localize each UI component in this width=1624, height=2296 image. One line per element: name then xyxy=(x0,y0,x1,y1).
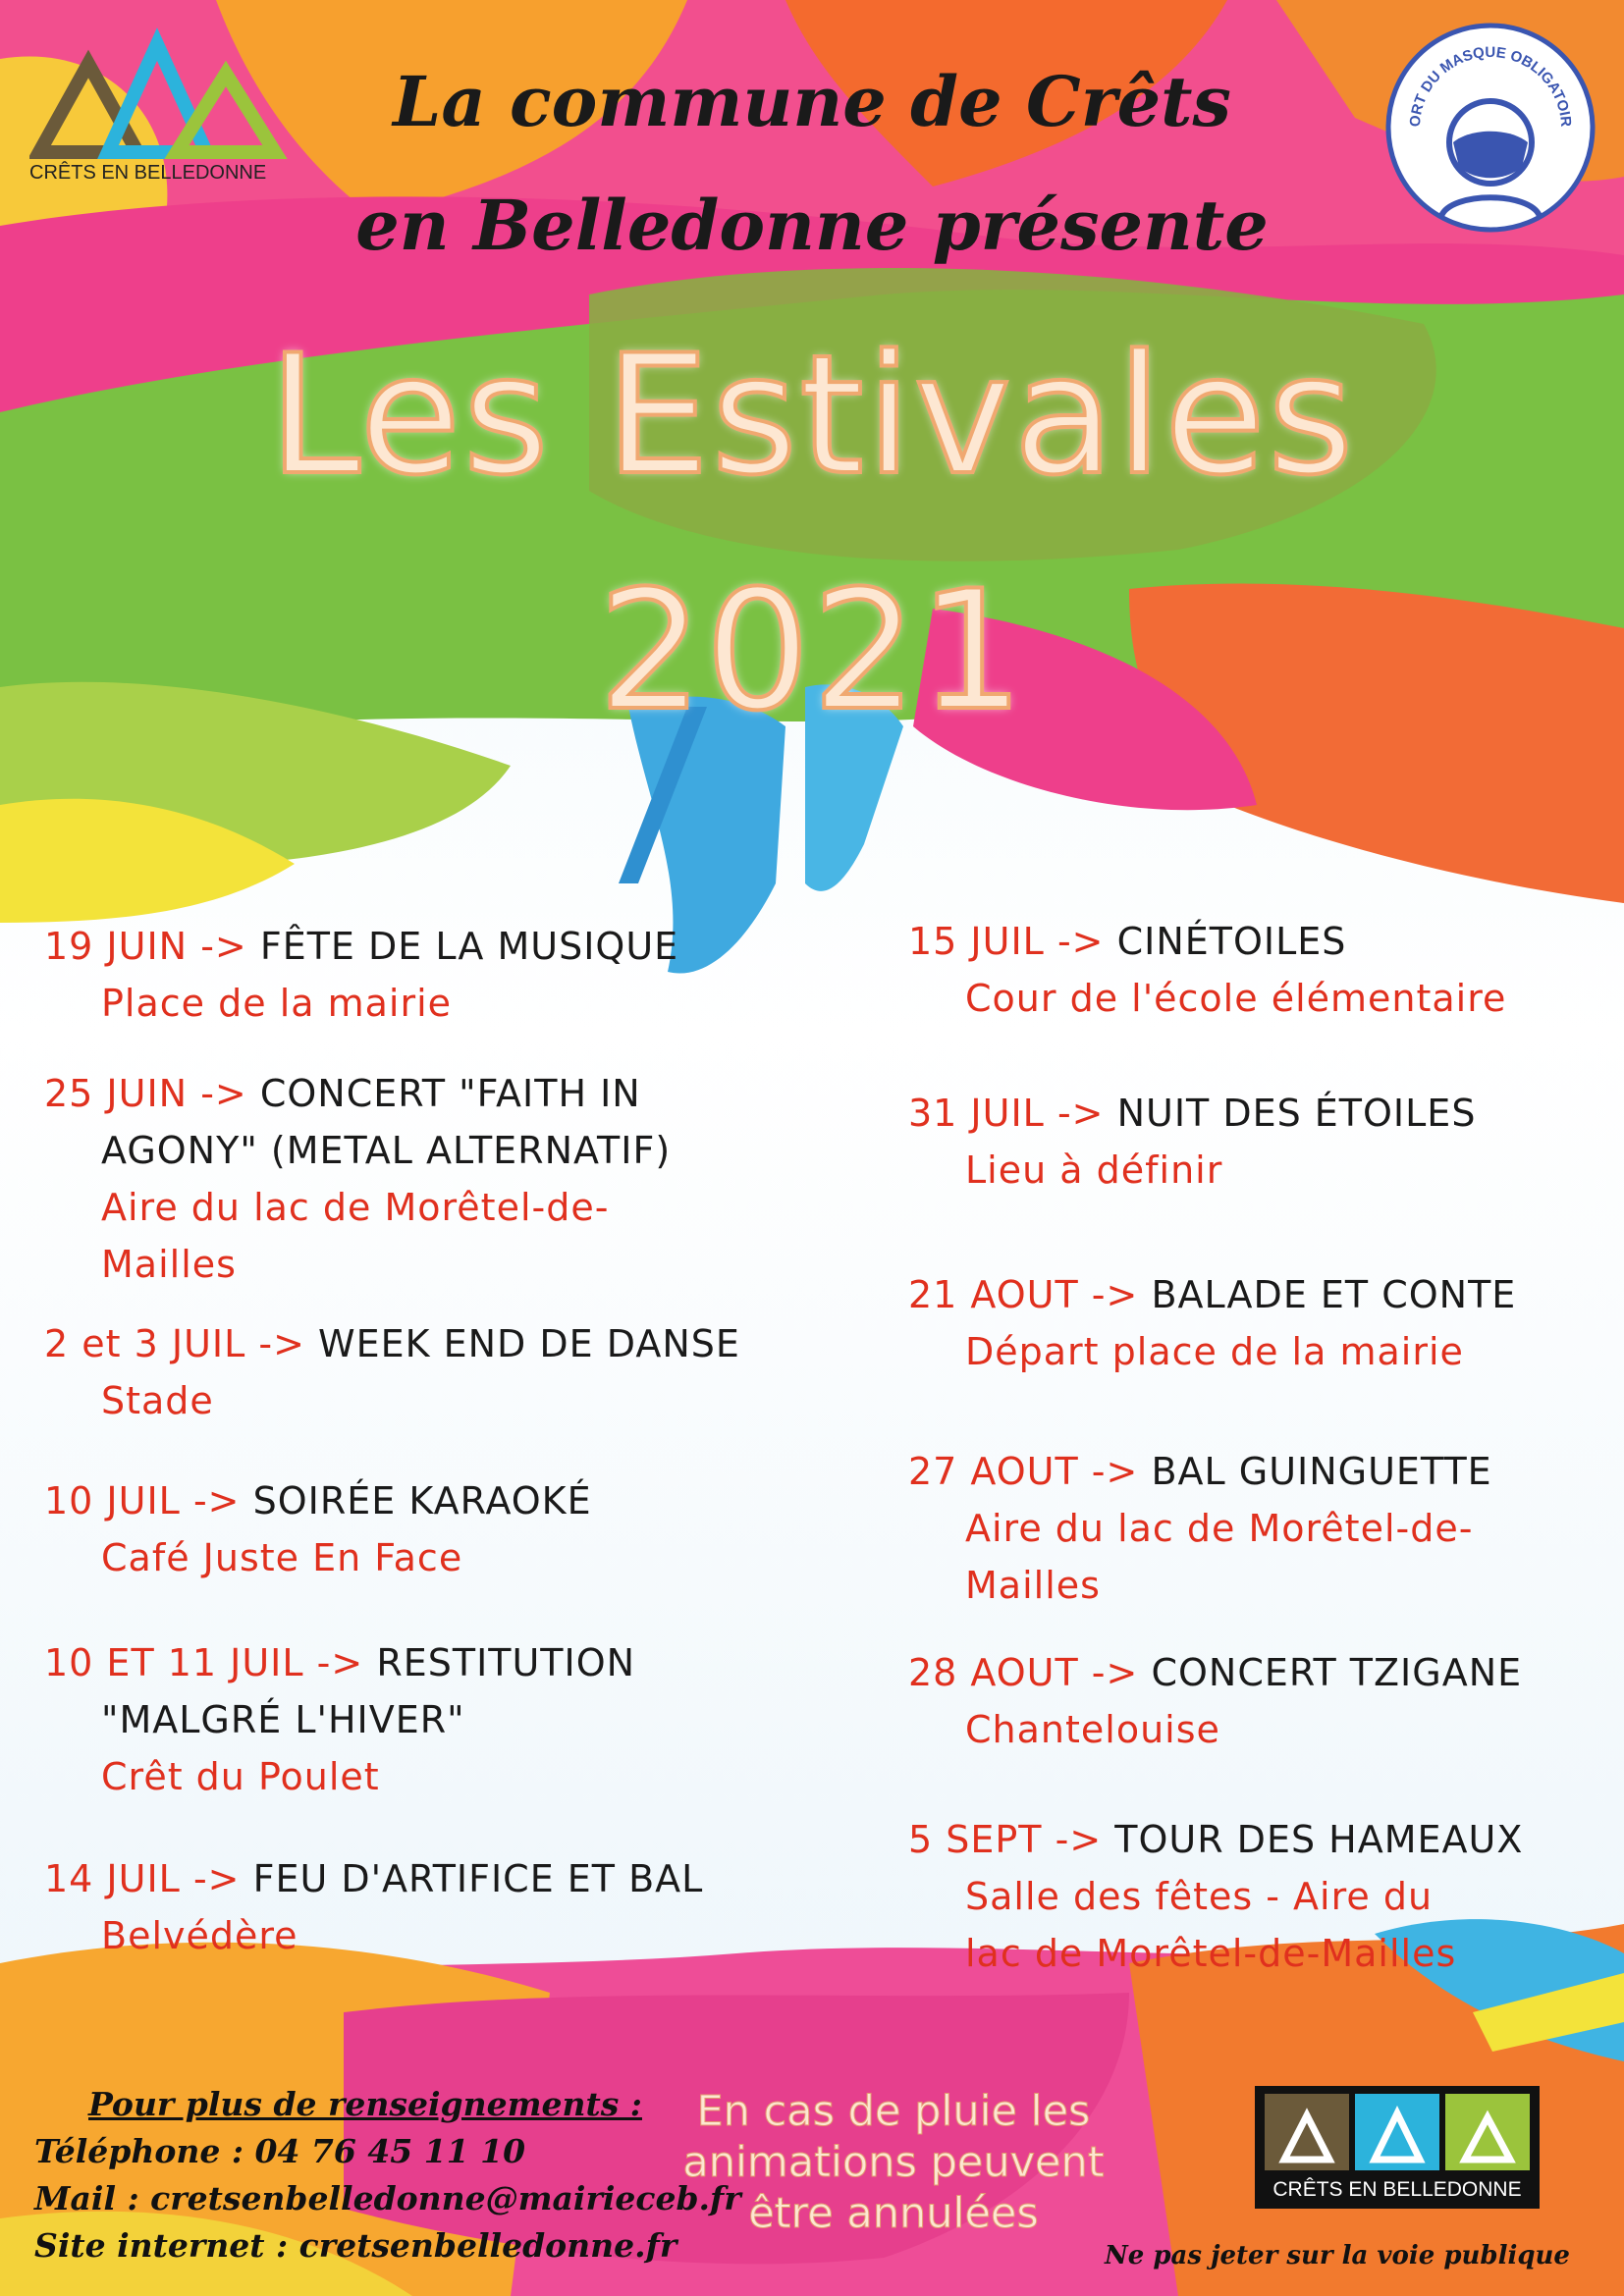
event-date: 25 JUIN xyxy=(44,1072,189,1115)
event-line xyxy=(44,918,830,975)
event-line xyxy=(908,1644,1624,1701)
event-line xyxy=(44,1634,830,1691)
logo-caption: CRÊTS EN BELLEDONNE xyxy=(1272,2178,1522,2201)
event-date: 2 et 3 JUIL xyxy=(44,1322,246,1365)
event-entry xyxy=(44,918,830,1032)
event-location: Stade xyxy=(101,1379,214,1422)
rain-notice-line: être annulées xyxy=(748,2189,1039,2238)
event-title: BAL GUINGUETTE xyxy=(1151,1450,1492,1493)
event-title: CONCERT TZIGANE xyxy=(1151,1651,1523,1694)
event-location: Cour de l'école élémentaire xyxy=(965,977,1507,1020)
event-line xyxy=(101,1691,830,1748)
arrow-icon: -> xyxy=(192,1857,241,1900)
header-line-2: en Belledonne présente xyxy=(355,185,1269,266)
event-entry xyxy=(908,1811,1624,1982)
event-entry xyxy=(44,1634,830,1805)
event-location: Départ place de la mairie xyxy=(965,1330,1464,1373)
event-line xyxy=(44,1065,830,1122)
event-title: BALADE ET CONTE xyxy=(1151,1273,1517,1316)
event-date: 31 JUIL xyxy=(908,1092,1045,1135)
arrow-icon: -> xyxy=(1091,1273,1139,1316)
event-title: "MALGRÉ L'HIVER" xyxy=(101,1698,465,1741)
event-title: RESTITUTION xyxy=(376,1641,636,1684)
event-date: 14 JUIL xyxy=(44,1857,181,1900)
event-location: Mailles xyxy=(101,1243,237,1286)
event-entry xyxy=(44,1850,830,1964)
event-title: SOIRÉE KARAOKÉ xyxy=(252,1479,592,1522)
arrow-icon: -> xyxy=(200,925,247,968)
header-line-1: La commune de Crêts xyxy=(393,61,1231,142)
festival-year: 2021 xyxy=(598,555,1026,747)
event-entry xyxy=(44,1065,830,1293)
event-line xyxy=(908,1266,1624,1323)
event-line xyxy=(44,1472,830,1529)
arrow-icon: -> xyxy=(192,1479,241,1522)
logo-bottom-right xyxy=(1255,2086,1540,2209)
contact-phone: Téléphone : 04 76 45 11 10 xyxy=(34,2132,526,2170)
event-location: Aire du lac de Morêtel-de- xyxy=(101,1186,610,1229)
contact-mail: Mail : cretsenbelledonne@mairieceb.fr xyxy=(34,2179,741,2217)
event-line xyxy=(44,1850,830,1907)
event-date: 10 JUIL xyxy=(44,1479,181,1522)
event-line xyxy=(908,1443,1624,1500)
event-location: Mailles xyxy=(965,1564,1101,1607)
event-entry xyxy=(908,1443,1624,1614)
arrow-icon: -> xyxy=(1056,920,1105,963)
contact-website: Site internet : cretsenbelledonne.fr xyxy=(34,2226,677,2265)
no-litter-notice: Ne pas jeter sur la voie publique xyxy=(1105,2241,1570,2270)
event-entry xyxy=(44,1315,830,1429)
event-line xyxy=(44,1315,830,1372)
event-title: TOUR DES HAMEAUX xyxy=(1114,1818,1524,1861)
event-location: Lieu à définir xyxy=(965,1148,1223,1192)
logo-caption: CRÊTS EN BELLEDONNE xyxy=(29,162,267,184)
event-line xyxy=(908,913,1624,970)
event-date: 21 AOUT xyxy=(908,1273,1079,1316)
event-location: Salle des fêtes - Aire du xyxy=(965,1875,1434,1918)
contact-heading: Pour plus de renseignements : xyxy=(88,2085,642,2123)
rain-notice xyxy=(648,2086,1139,2239)
event-title: FÊTE DE LA MUSIQUE xyxy=(259,925,679,968)
arrow-icon: -> xyxy=(200,1072,247,1115)
event-entry xyxy=(908,1085,1624,1199)
arrow-icon: -> xyxy=(1091,1450,1139,1493)
event-title: CONCERT "FAITH IN xyxy=(259,1072,641,1115)
arrow-icon: -> xyxy=(258,1322,305,1365)
event-line xyxy=(101,1122,830,1179)
event-title: FEU D'ARTIFICE ET BAL xyxy=(252,1857,704,1900)
event-location: Crêt du Poulet xyxy=(101,1755,380,1798)
event-entry xyxy=(908,913,1624,1027)
event-location: Café Juste En Face xyxy=(101,1536,463,1579)
arrow-icon: -> xyxy=(1091,1651,1139,1694)
event-date: 15 JUIL xyxy=(908,920,1045,963)
arrow-icon: -> xyxy=(316,1641,364,1684)
event-entry xyxy=(44,1472,830,1586)
three-mountains-logo-icon xyxy=(1255,2086,1540,2174)
event-title: WEEK END DE DANSE xyxy=(318,1322,740,1365)
rain-notice-line: En cas de pluie les xyxy=(696,2087,1091,2136)
arrow-icon: -> xyxy=(1055,1818,1103,1861)
event-line xyxy=(908,1085,1624,1142)
event-date: 5 SEPT xyxy=(908,1818,1043,1861)
event-title: NUIT DES ÉTOILES xyxy=(1116,1092,1477,1135)
festival-title: Les Estivales xyxy=(268,319,1356,511)
event-line xyxy=(908,1811,1624,1868)
event-entry xyxy=(908,1266,1624,1380)
event-date: 28 AOUT xyxy=(908,1651,1079,1694)
event-location: Aire du lac de Morêtel-de- xyxy=(965,1507,1474,1550)
rain-notice-line: animations peuvent xyxy=(682,2138,1105,2187)
event-location: Chantelouise xyxy=(965,1708,1220,1751)
event-location: lac de Morêtel-de-Mailles xyxy=(965,1932,1457,1975)
event-title: AGONY" (METAL ALTERNATIF) xyxy=(101,1129,672,1172)
event-title: CINÉTOILES xyxy=(1116,920,1347,963)
arrow-icon: -> xyxy=(1056,1092,1105,1135)
event-date: 27 AOUT xyxy=(908,1450,1079,1493)
event-location: Place de la mairie xyxy=(101,982,453,1025)
event-date: 10 ET 11 JUIL xyxy=(44,1641,304,1684)
mask-badge-text: ORT DU MASQUE OBLIGATOIR xyxy=(1406,43,1575,128)
event-location: Belvédère xyxy=(101,1914,298,1957)
event-entry xyxy=(908,1644,1624,1758)
contact-info xyxy=(34,2081,741,2269)
event-date: 19 JUIN xyxy=(44,925,189,968)
